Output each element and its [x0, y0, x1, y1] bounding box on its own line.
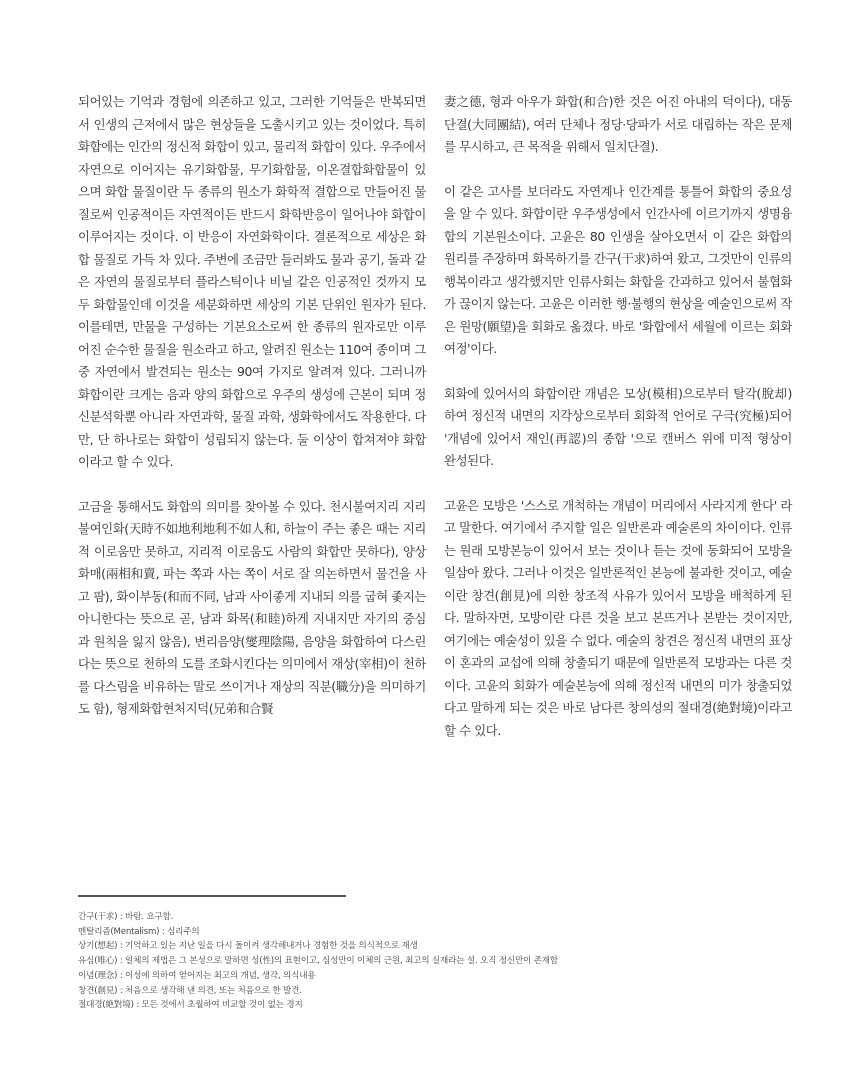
- body-paragraph: 고금을 통해서도 화합의 의미를 찾아볼 수 있다. 천시불여지리 지리불여인화(天時不如地利地利不如人和, 하늘이 주는 좋은 때는 지리적 이로움만 못하고, 지리적 이로움도 사람의 화합만 못하다), 양상화매(兩相和賣, 파는 쪽과 사는 쪽이 서로 잘 의논하면서 물건을 사고 팜), 화이부동(和而不同, 남과 사이좋게 지내되 의를 굽혀 좇지는 아니한다는 뜻으로 곧, 남과 화목(和睦)하게 지내지만 자기의 중심과 원칙을 잃지 않음), 변리음양(燮理陰陽, 음양을 화합하여 다스린다는 뜻으로 천하의 도를 조화시킨다는 의미에서 재상(宰相)이 천하를 다스림을 비유하는 말로 쓰이거나 재상의 직분(職分)을 의미하기도 함), 형제화합현처지덕(兄弟和合賢: [78, 498, 426, 716]
- footnote-item: 상기(想起) : 기억하고 있는 지난 일을 다시 돌이켜 생각해내거나 경험한 것을 의식적으로 재생: [78, 941, 418, 952]
- left-column: [78, 91, 426, 721]
- body-paragraph: 고윤은 모방은 '스스로 개척하는 개념이 머리에서 사라지게 한다' 라고 말한다. 여기에서 주지할 일은 일반론과 예술론의 차이이다. 인류는 원래 모방본능이 있어서 보는 것이나 듣는 것에 동화되어 모방을 일삼아 왔다. 그러나 이것은 일반론적인 본능에 불과한 것이고, 예술이란 창견(創見)에 의한 창조적 사유가 있어서 모방을 배척하게 된다. 말하자면, 모방이란 다른 것을 보고 본뜨거나 본받는 것이지만, 여기에는 예술성이 있을 수 없다. 예술의 창견은 정신적 내면의 표상이 혼과의 교섭에 의해 창출되기 때문에 일반론적 모방과는 다른 것이다. 고윤의 회화가 예술본능에 의해 정신적 내면의 미가 창출되었다고 말하게 되는 것은 바로 남다른 창의성의 절대경(絶對境)이라고 할 수 있다.: [444, 497, 792, 738]
- footnote-item: 멘탈리즘(Mentalism) : 심리주의: [78, 926, 200, 937]
- footnotes: [78, 910, 798, 1013]
- footnote-divider: [78, 895, 346, 897]
- footnote-item: 절대경(絶對境) : 모든 것에서 초월하여 비교할 것이 없는 경지: [78, 1000, 303, 1011]
- body-paragraph: 이 같은 고사를 보더라도 자연계나 인간계를 통틀어 화합의 중요성을 알 수 있다. 화합이란 우주생성에서 인간사에 이르기까지 생명융합의 기본원소이다. 고윤은 80 인생을 살아오면서 이 같은 화합의 원리를 주장하며 화목하기를 간구(干求)하여 왔고, 그것만이 인류의 행복이라고 생각했지만 인류사회는 화합을 간과하고 있어서 불협화가 끊이지 않는다. 고윤은 이러한 행·불행의 현상을 예술인으로써 작은 원망(願望)을 회화로 옮겼다. 바로 '화합에서 세월에 이르는 회화 여정'이다.: [444, 183, 792, 356]
- body-paragraph: 되어있는 기억과 경험에 의존하고 있고, 그러한 기억들은 반복되면서 인생의 근저에서 많은 현상들을 도출시키고 있는 것이었다. 특히 화합에는 인간의 정신적 화합이 있고, 물리적 화합이 있다. 우주에서 자연으로 이어지는 유기화합물, 무기화합물, 이온결합화합물이 있으며 화합 물질이란 두 종류의 원소가 화학적 결합으로 만들어진 물질로써 인공적이든 자연적이든 반드시 화학반응이 일어나야 화합이 이루어지는 것이다. 이 반응이 자연화학이다. 결론적으로 세상은 화합 물질로 가득 차 있다. 주변에 조금만 들러봐도 물과 공기, 돌과 같은 자연의 물질로부터 플라스틱이나 비닐 같은 인공적인 것까지 모두 화합물인데 이것을 세분화하면 세상의 기본 단위인 원자가 된다. 이를테면, 만물을 구성하는 기본요소로써 한 종류의 원자로만 이루어진 순수한 물질을 원소라고 하고, 알려진 원소는 110여 종이며 그 중 자연에서 발견되는 원소는 90여 가지로 알려져 있다. 그러니까 화합이란 크게는 음과 양의 화합으로 우주의 생성에 근본이 되며 정신분석학뿐 아니라 자연과학, 물질 과학, 생화학에서도 작용한다. 다만, 단 하나로는 화합이 성립되지 않는다. 둘 이상이 합쳐져야 화합이라고 할 수 있다.: [78, 94, 426, 469]
- right-column: [444, 91, 792, 742]
- footnote-item: 유심(唯心) : 일체의 제법은 그 본성으로 말하면 성(性)의 표현이고, 심성만이 이체의 근원, 최고의 실재라는 설. 오직 정신만이 존재함: [78, 956, 558, 967]
- footnote-item: 이념(理念) : 이성에 의하여 얻어지는 최고의 개념, 생각, 의식내용: [78, 970, 316, 981]
- body-paragraph: 회화에 있어서의 화합이란 개념은 모상(模相)으로부터 탈각(脫却)하여 정신적 내면의 지각상으로부터 회화적 언어로 구극(究極)되어 '개념에 있어서 재인(再認)의 종합 '으로 캔버스 위에 미적 형상이 완성된다.: [444, 385, 792, 468]
- body-paragraph: 妻之德, 형과 아우가 화합(和合)한 것은 어진 아내의 덕이다), 대동단결(大同團結), 여러 단체나 정당·당파가 서로 대립하는 작은 문제를 무시하고, 큰 목적을 위해서 일치단결).: [444, 94, 792, 154]
- footnote-item: 창견(創見) : 처음으로 생각해 낸 의견, 또는 처음으로 한 발견.: [78, 985, 302, 996]
- footnote-item: 간구(干求) : 바람. 요구함.: [78, 912, 174, 922]
